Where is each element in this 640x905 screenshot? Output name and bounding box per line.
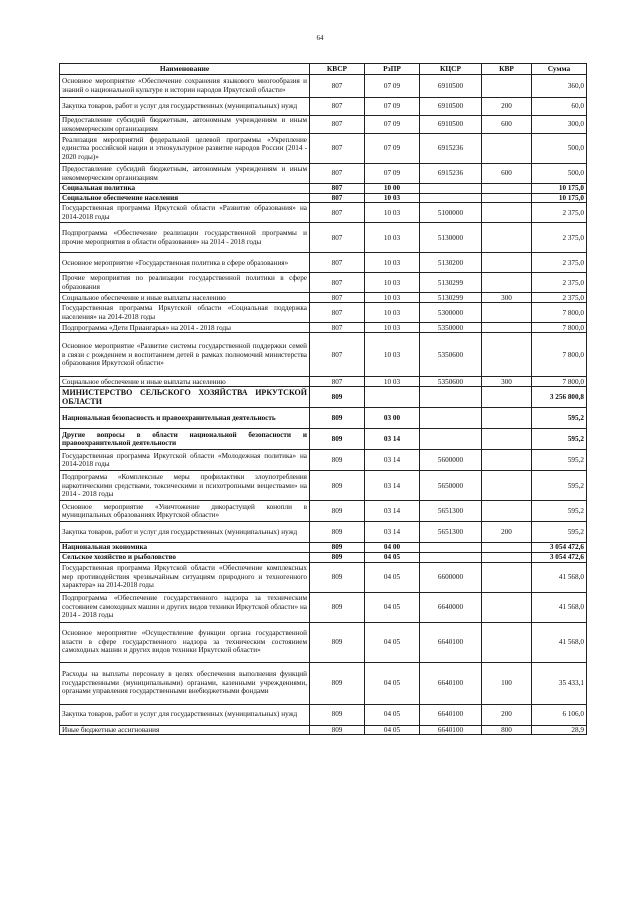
cell-kvsr: 807 (310, 134, 365, 164)
cell-name: Закупка товаров, работ и услуг для государственных (муниципальных) нужд (60, 98, 310, 116)
cell-kcsr: 5350600 (420, 333, 482, 377)
cell-kvsr: 807 (310, 184, 365, 194)
cell-sum: 595,2 (532, 501, 587, 522)
cell-sum: 35 433,1 (532, 662, 587, 704)
cell-kcsr: 5130000 (420, 223, 482, 253)
table-row (60, 293, 587, 303)
cell-name: Реализация мероприятий федеральной целевой программы «Укрепление единства российской нации и этнокультурное развитие народов России (2014 - 2020 годы)» (60, 134, 310, 164)
table-row (60, 522, 587, 543)
cell-kvsr: 807 (310, 203, 365, 223)
cell-kvr: 100 (482, 662, 532, 704)
table-row (60, 184, 587, 194)
cell-kvr (482, 543, 532, 553)
cell-kvsr: 807 (310, 116, 365, 134)
cell-name: Социальное обеспечение и иные выплаты населению (60, 293, 310, 303)
cell-kvsr: 807 (310, 98, 365, 116)
cell-kvsr: 809 (310, 387, 365, 408)
cell-sum: 2 375,0 (532, 293, 587, 303)
cell-name: Национальная безопасность и правоохранительная деятельность (60, 408, 310, 429)
cell-kvsr: 809 (310, 622, 365, 662)
cell-rzpr: 10 03 (365, 273, 420, 293)
cell-rzpr: 10 03 (365, 223, 420, 253)
cell-rzpr: 03 00 (365, 408, 420, 429)
cell-kvsr: 809 (310, 408, 365, 429)
table-row (60, 203, 587, 223)
cell-name: Закупка товаров, работ и услуг для государственных (муниципальных) нужд (60, 522, 310, 543)
cell-rzpr: 03 14 (365, 522, 420, 543)
cell-kvr (482, 450, 532, 471)
cell-kvr (482, 501, 532, 522)
cell-sum: 60,0 (532, 98, 587, 116)
cell-kvsr: 807 (310, 333, 365, 377)
cell-name: Основное мероприятие «Государственная политика в сфере образования» (60, 253, 310, 273)
cell-sum: 500,0 (532, 164, 587, 184)
cell-sum: 500,0 (532, 134, 587, 164)
table-row (60, 273, 587, 293)
cell-sum: 3 256 800,8 (532, 387, 587, 408)
table-row (60, 543, 587, 553)
cell-rzpr: 10 03 (365, 253, 420, 273)
cell-rzpr: 07 09 (365, 98, 420, 116)
cell-kcsr (420, 552, 482, 562)
cell-rzpr: 03 14 (365, 450, 420, 471)
cell-rzpr: 03 14 (365, 471, 420, 501)
cell-rzpr: 10 00 (365, 184, 420, 194)
table-row (60, 552, 587, 562)
cell-kvr (482, 622, 532, 662)
cell-kcsr: 6915236 (420, 164, 482, 184)
cell-kcsr: 6640100 (420, 704, 482, 725)
cell-kvsr: 807 (310, 193, 365, 203)
budget-table (59, 63, 587, 735)
cell-rzpr: 04 05 (365, 592, 420, 622)
cell-kcsr: 6915236 (420, 134, 482, 164)
cell-kcsr: 5600000 (420, 450, 482, 471)
cell-kvsr: 807 (310, 75, 365, 98)
cell-kvr: 600 (482, 116, 532, 134)
cell-rzpr: 10 03 (365, 293, 420, 303)
cell-kvr: 200 (482, 98, 532, 116)
table-row (60, 253, 587, 273)
cell-rzpr: 04 00 (365, 543, 420, 553)
cell-rzpr: 10 03 (365, 193, 420, 203)
cell-kvsr: 809 (310, 662, 365, 704)
cell-sum: 41 568,0 (532, 592, 587, 622)
cell-sum: 3 054 472,6 (532, 543, 587, 553)
cell-rzpr: 10 03 (365, 377, 420, 387)
cell-kcsr: 6910500 (420, 116, 482, 134)
cell-sum: 6 106,0 (532, 704, 587, 725)
cell-kcsr (420, 184, 482, 194)
cell-rzpr: 10 03 (365, 203, 420, 223)
cell-kvr (482, 333, 532, 377)
cell-sum: 595,2 (532, 471, 587, 501)
cell-sum: 3 054 472,6 (532, 552, 587, 562)
cell-kcsr: 6600000 (420, 562, 482, 592)
table-row (60, 450, 587, 471)
cell-kvr (482, 75, 532, 98)
table-body (60, 75, 587, 735)
cell-kcsr: 5651300 (420, 522, 482, 543)
cell-name: Основное мероприятие «Обеспечение сохранения языкового многообразия и знаний о национальной культуре и истории народов Иркутской области» (60, 75, 310, 98)
cell-kcsr: 5100000 (420, 203, 482, 223)
cell-rzpr: 07 09 (365, 116, 420, 134)
cell-kcsr: 6640100 (420, 622, 482, 662)
cell-name: Социальное обеспечение населения (60, 193, 310, 203)
cell-sum: 10 175,0 (532, 193, 587, 203)
cell-rzpr: 04 05 (365, 622, 420, 662)
cell-kvr: 600 (482, 164, 532, 184)
cell-sum: 7 800,0 (532, 333, 587, 377)
cell-kcsr (420, 543, 482, 553)
cell-name: Подпрограмма «Обеспечение реализации государственной программы и прочие мероприятия в области образования» на 2014 - 2018 годы (60, 223, 310, 253)
cell-kvr (482, 387, 532, 408)
cell-name: Закупка товаров, работ и услуг для государственных (муниципальных) нужд (60, 704, 310, 725)
cell-sum: 41 568,0 (532, 562, 587, 592)
cell-kvsr: 809 (310, 704, 365, 725)
cell-kcsr: 5651300 (420, 501, 482, 522)
cell-kvsr: 809 (310, 543, 365, 553)
cell-kcsr: 5300000 (420, 303, 482, 323)
cell-kvr (482, 552, 532, 562)
cell-rzpr: 04 05 (365, 662, 420, 704)
cell-name: Подпрограмма «Комплексные меры профилактики злоупотребления наркотическими средствами, токсическими и психотропными веществами» на 2014 - 2018 годы (60, 471, 310, 501)
cell-kvr (482, 408, 532, 429)
cell-rzpr: 04 05 (365, 725, 420, 735)
cell-name: Предоставление субсидий бюджетным, автономным учреждениям и иным некоммерческим организациям (60, 164, 310, 184)
cell-kvr (482, 193, 532, 203)
cell-kcsr: 5130299 (420, 293, 482, 303)
table-row (60, 592, 587, 622)
cell-sum: 7 800,0 (532, 323, 587, 333)
cell-name: Основное мероприятие «Уничтожение дикорастущей конопли в муниципальных образованиях Иркутской области» (60, 501, 310, 522)
cell-kvr (482, 323, 532, 333)
cell-kvsr: 807 (310, 273, 365, 293)
cell-rzpr: 03 14 (365, 501, 420, 522)
cell-kvsr: 809 (310, 501, 365, 522)
cell-sum: 595,2 (532, 450, 587, 471)
cell-kvsr: 807 (310, 293, 365, 303)
cell-name: Другие вопросы в области национальной безопасности и правоохранительной деятельности (60, 429, 310, 450)
cell-kcsr: 6910500 (420, 75, 482, 98)
cell-name: Государственная программа Иркутской области «Молодежная политика» на 2014-2018 годы (60, 450, 310, 471)
cell-sum: 2 375,0 (532, 223, 587, 253)
cell-kvsr: 809 (310, 552, 365, 562)
column-header-rzpr: РзПР (365, 64, 420, 75)
table-row (60, 223, 587, 253)
cell-name: Государственная программа Иркутской области «Социальная поддержка населения» на 2014-2018 годы (60, 303, 310, 323)
column-header-kvsr: КВСР (310, 64, 365, 75)
table-row (60, 134, 587, 164)
table-row (60, 98, 587, 116)
cell-kvsr: 807 (310, 253, 365, 273)
cell-kvr: 300 (482, 293, 532, 303)
cell-sum: 360,0 (532, 75, 587, 98)
cell-name: Подпрограмма «Дети Приангарья» на 2014 - 2018 годы (60, 323, 310, 333)
table-row (60, 116, 587, 134)
cell-kvsr: 807 (310, 223, 365, 253)
cell-kvr (482, 273, 532, 293)
cell-kvsr: 809 (310, 429, 365, 450)
table-row (60, 725, 587, 735)
cell-name: Социальная политика (60, 184, 310, 194)
table-row (60, 164, 587, 184)
cell-kvsr: 809 (310, 725, 365, 735)
column-header-kvr: КВР (482, 64, 532, 75)
cell-sum: 2 375,0 (532, 203, 587, 223)
cell-kvr (482, 184, 532, 194)
column-header-name: Наименование (60, 64, 310, 75)
cell-kvr (482, 223, 532, 253)
cell-kvr (482, 303, 532, 323)
cell-kvsr: 809 (310, 592, 365, 622)
table-row (60, 662, 587, 704)
cell-kvr: 200 (482, 522, 532, 543)
cell-name: Прочие мероприятия по реализации государственной политики в сфере образования (60, 273, 310, 293)
table-row (60, 622, 587, 662)
cell-kvsr: 809 (310, 450, 365, 471)
cell-name: Иные бюджетные ассигнования (60, 725, 310, 735)
table-row (60, 323, 587, 333)
cell-sum: 41 568,0 (532, 622, 587, 662)
cell-kvr (482, 429, 532, 450)
table-row (60, 562, 587, 592)
cell-kcsr: 5130200 (420, 253, 482, 273)
table-row (60, 387, 587, 408)
table-row (60, 303, 587, 323)
cell-kcsr: 6640000 (420, 592, 482, 622)
cell-kvr (482, 253, 532, 273)
cell-kcsr (420, 193, 482, 203)
cell-name: Национальная экономика (60, 543, 310, 553)
cell-sum: 7 800,0 (532, 377, 587, 387)
cell-name: МИНИСТЕРСТВО СЕЛЬСКОГО ХОЗЯЙСТВА ИРКУТСКОЙ ОБЛАСТИ (60, 387, 310, 408)
cell-name: Предоставление субсидий бюджетным, автономным учреждениям и иным некоммерческим организациям (60, 116, 310, 134)
cell-sum: 2 375,0 (532, 253, 587, 273)
cell-name: Социальное обеспечение и иные выплаты населению (60, 377, 310, 387)
table-row (60, 333, 587, 377)
cell-sum: 7 800,0 (532, 303, 587, 323)
cell-name: Сельское хозяйство и рыболовство (60, 552, 310, 562)
cell-kcsr: 6910500 (420, 98, 482, 116)
cell-kvr: 800 (482, 725, 532, 735)
cell-kcsr: 5350600 (420, 377, 482, 387)
cell-kvsr: 807 (310, 303, 365, 323)
cell-rzpr: 07 09 (365, 75, 420, 98)
cell-name: Подпрограмма «Обеспечение государственного надзора за техническим состоянием самоходных машин и других видов техники Иркутской области» на 2014 - 2018 годы (60, 592, 310, 622)
table-row (60, 408, 587, 429)
cell-name: Основное мероприятие «Развитие системы государственной поддержки семей в связи с рождением и воспитанием детей в рамках полномочий министерства образования Иркутской области» (60, 333, 310, 377)
cell-kvr (482, 134, 532, 164)
cell-kvsr: 809 (310, 562, 365, 592)
table-header-row (60, 64, 587, 75)
table-row (60, 471, 587, 501)
cell-kvr (482, 471, 532, 501)
cell-rzpr: 10 03 (365, 323, 420, 333)
column-header-kcsr: КЦСР (420, 64, 482, 75)
cell-rzpr: 10 03 (365, 333, 420, 377)
cell-kvr (482, 203, 532, 223)
cell-rzpr (365, 387, 420, 408)
cell-kcsr: 6640100 (420, 662, 482, 704)
cell-kvsr: 809 (310, 522, 365, 543)
cell-kvsr: 809 (310, 471, 365, 501)
cell-rzpr: 03 14 (365, 429, 420, 450)
table-row (60, 704, 587, 725)
cell-sum: 300,0 (532, 116, 587, 134)
cell-kvsr: 807 (310, 164, 365, 184)
cell-sum: 595,2 (532, 522, 587, 543)
cell-rzpr: 04 05 (365, 552, 420, 562)
cell-kcsr (420, 387, 482, 408)
cell-sum: 28,9 (532, 725, 587, 735)
table-row (60, 501, 587, 522)
table-row (60, 75, 587, 98)
cell-kcsr (420, 429, 482, 450)
cell-sum: 595,2 (532, 429, 587, 450)
table-row (60, 193, 587, 203)
cell-kvr (482, 562, 532, 592)
cell-kcsr: 5350000 (420, 323, 482, 333)
cell-rzpr: 10 03 (365, 303, 420, 323)
cell-kcsr: 6640100 (420, 725, 482, 735)
table-row (60, 429, 587, 450)
page-number: 64 (316, 34, 324, 42)
cell-rzpr: 07 09 (365, 164, 420, 184)
cell-kcsr: 5650000 (420, 471, 482, 501)
cell-sum: 595,2 (532, 408, 587, 429)
cell-sum: 2 375,0 (532, 273, 587, 293)
cell-kvsr: 807 (310, 323, 365, 333)
cell-rzpr: 07 09 (365, 134, 420, 164)
column-header-sum: Сумма (532, 64, 587, 75)
cell-rzpr: 04 05 (365, 704, 420, 725)
cell-rzpr: 04 05 (365, 562, 420, 592)
cell-kcsr: 5130299 (420, 273, 482, 293)
cell-name: Расходы на выплаты персоналу в целях обеспечения выполнения функций государственными (муниципальными) органами, казенными учреждениями, органами управления государственными внебюджетными фондами (60, 662, 310, 704)
cell-kvsr: 807 (310, 377, 365, 387)
cell-name: Государственная программа Иркутской области «Развитие образования» на 2014-2018 годы (60, 203, 310, 223)
cell-name: Основное мероприятие «Осуществление функции органа государственной власти в сфере государственного надзора за техническим состоянием самоходных машин и других видов техники Иркутской области» (60, 622, 310, 662)
cell-name: Государственная программа Иркутской области «Обеспечение комплексных мер противодействия чрезвычайным ситуациям природного и техногенного характера» на 2014-2018 годы (60, 562, 310, 592)
cell-kvr: 300 (482, 377, 532, 387)
table-row (60, 377, 587, 387)
cell-kvr (482, 592, 532, 622)
cell-sum: 10 175,0 (532, 184, 587, 194)
cell-kcsr (420, 408, 482, 429)
cell-kvr: 200 (482, 704, 532, 725)
